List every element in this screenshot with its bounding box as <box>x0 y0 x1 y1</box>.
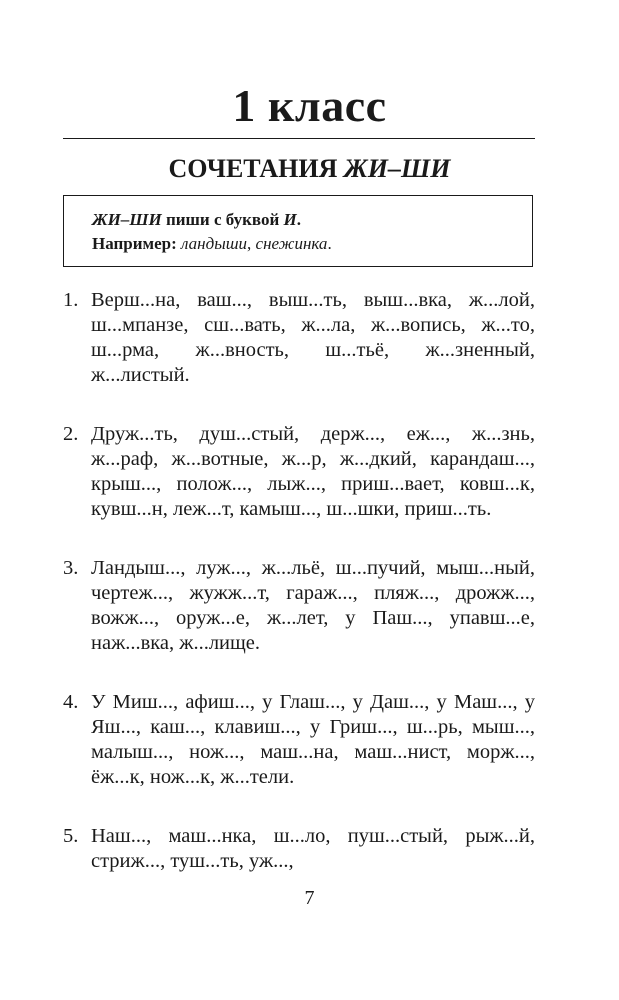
page-number: 7 <box>304 887 315 909</box>
section-title-highlight: ЖИ–ШИ <box>343 154 451 183</box>
example-word-2: снежинка <box>255 234 328 253</box>
exercise-text: Наш..., маш...нка, ш...ло, пуш...стый, рыж...й, стриж..., туш...ть, уж..., <box>91 825 535 872</box>
rule-letter: И <box>283 210 297 229</box>
exercise-item <box>63 422 535 522</box>
exercise-number: 1. <box>63 289 79 311</box>
section-title <box>0 153 619 185</box>
exercise-item <box>63 288 535 388</box>
exercise-text: У Миш..., афиш..., у Глаш..., у Даш..., у Маш..., у Яш..., каш..., клавиш..., у Гриш..., ш...рь, мыш..., малыш..., нож..., маш...на, маш...нист, морж..., ёж...к, нож...к, ж...тели. <box>91 691 535 788</box>
rule-syllables: ЖИ–ШИ <box>92 210 162 229</box>
exercise-text: Ландыш..., луж..., ж...льё, ш...пучий, мыш...ный, чертеж..., жужж...т, гараж..., пляж..., дрожж..., вожж..., оруж...е, ж...лет, у Паш..., упавш...е, наж...вка, ж...лище. <box>91 557 535 654</box>
rule-text: пиши с буквой <box>161 210 284 229</box>
exercise-item <box>63 690 535 790</box>
title-divider <box>63 138 535 139</box>
exercise-text: Друж...ть, душ...стый, держ..., еж..., ж...знь, ж...раф, ж...вотные, ж...р, ж...дкий, карандаш..., крыш..., полож..., лыж..., приш...вает, ковш...к, кувш...н, леж...т, камыш..., ш...шки, приш...ть. <box>91 423 535 520</box>
example-separator: , <box>247 234 256 253</box>
rule-statement <box>92 208 532 232</box>
exercise-list <box>63 288 535 908</box>
example-word-1: ландыши <box>181 234 248 253</box>
exercise-item <box>63 556 535 656</box>
exercise-number: 3. <box>63 557 79 579</box>
rule-box <box>63 195 533 267</box>
section-title-prefix: СОЧЕТАНИЯ <box>168 154 344 183</box>
exercise-number: 4. <box>63 691 79 713</box>
exercise-number: 2. <box>63 423 79 445</box>
example-end: . <box>327 234 332 253</box>
exercise-number: 5. <box>63 825 79 847</box>
rule-example <box>92 232 532 256</box>
example-label: Например: <box>92 234 177 253</box>
exercise-item <box>63 824 535 874</box>
rule-end: . <box>296 210 301 229</box>
page-title: 1 класс <box>232 80 387 131</box>
exercise-text: Верш...на, ваш..., выш...ть, выш...вка, ж...лой, ш...мпанзе, сш...вать, ж...ла, ж...вопись, ж...то, ш...рма, ж...вность, ш...тьё, ж...зненный, ж...листый. <box>91 289 535 386</box>
